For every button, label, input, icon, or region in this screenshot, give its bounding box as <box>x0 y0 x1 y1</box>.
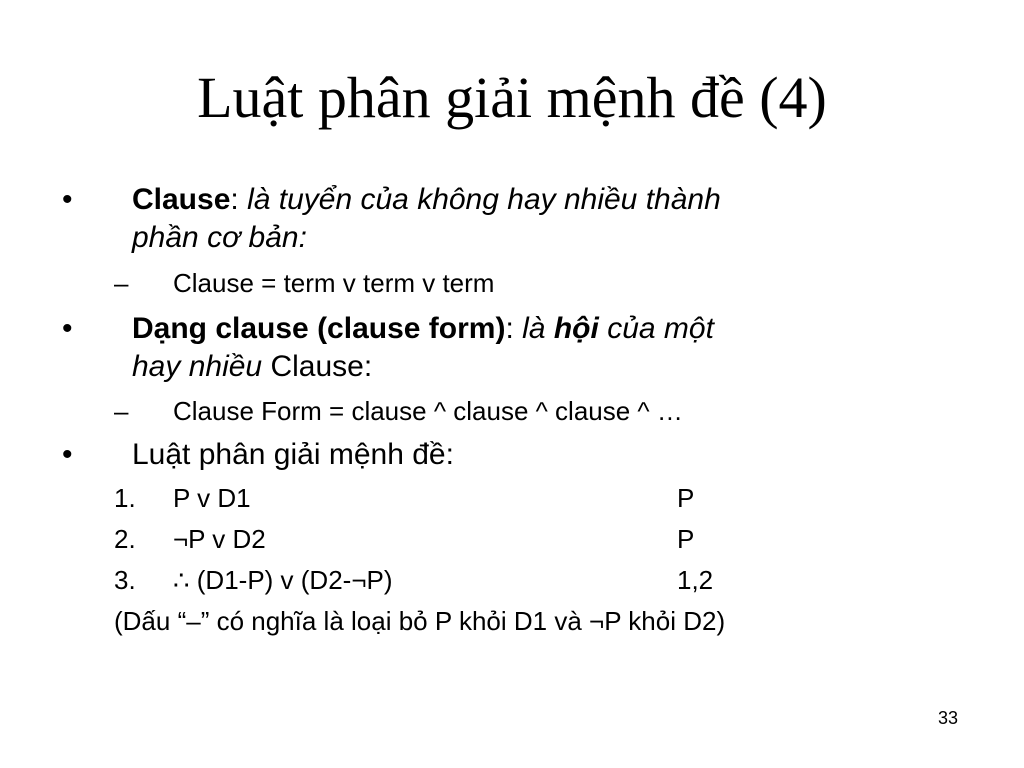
item-clause <box>132 181 721 219</box>
item-resolution-rule: Luật phân giải mệnh đề: <box>132 438 454 471</box>
step-justification: P <box>677 524 695 554</box>
clause-form-cua-mot: của một <box>607 312 714 345</box>
clause-form-la: là <box>522 312 546 345</box>
clause-form-cont <box>132 348 372 386</box>
clause-form-term: Dạng clause (clause form) <box>132 312 506 345</box>
clause-form-hoi: hội <box>553 312 599 345</box>
sub-clause-form-formula: Clause Form = clause ^ clause ^ clause ^ … <box>173 396 683 426</box>
step-expression: ¬P v D2 <box>173 524 266 554</box>
bullet-icon: • <box>62 438 73 471</box>
clause-form-hay-nhieu: hay nhiều <box>132 350 263 383</box>
step-justification: 1,2 <box>677 565 714 595</box>
clause-form-clause: Clause: <box>270 350 373 383</box>
slide-title: Luật phân giải mệnh đề (4) <box>197 65 827 130</box>
bullet-icon: • <box>62 183 73 216</box>
clause-definition-line2: phần cơ bản: <box>132 221 307 254</box>
clause-form-colon: : <box>505 312 514 345</box>
dash-icon: – <box>114 396 129 426</box>
sub-clause-formula: Clause = term v term v term <box>173 268 495 298</box>
page-number: 33 <box>938 708 959 728</box>
clause-definition-cont <box>132 219 307 257</box>
step-expression: P v D1 <box>173 483 251 513</box>
clause-definition-line1: là tuyển của không hay nhiều thành <box>247 183 721 216</box>
step-number: 1. <box>114 483 136 513</box>
step-number: 3. <box>114 565 136 595</box>
item-clause-form <box>132 310 714 348</box>
note-text: (Dấu “–” có nghĩa là loại bỏ P khỏi D1 và ¬P khỏi D2) <box>114 606 726 636</box>
step-expression: ∴ (D1-P) v (D2-¬P) <box>173 565 393 595</box>
bullet-icon: • <box>62 312 73 345</box>
step-justification: P <box>677 483 695 513</box>
clause-term: Clause <box>132 183 231 216</box>
dash-icon: – <box>114 268 129 298</box>
step-number: 2. <box>114 524 136 554</box>
clause-colon: : <box>230 183 239 216</box>
